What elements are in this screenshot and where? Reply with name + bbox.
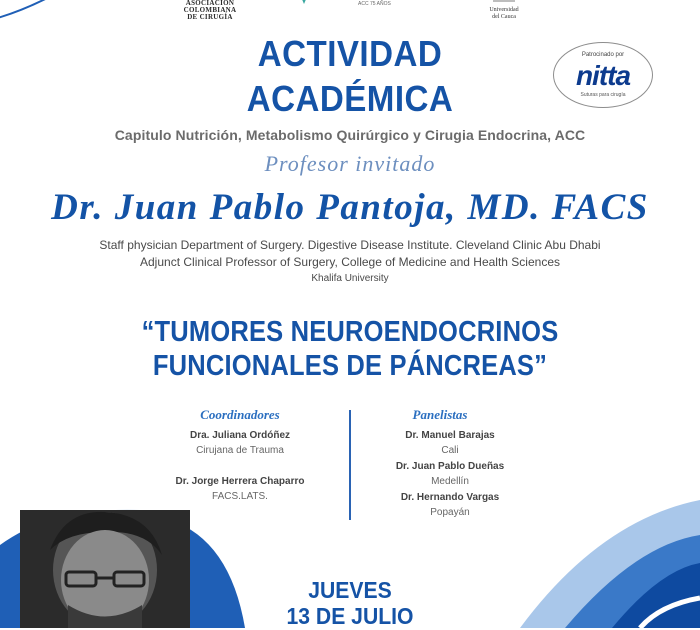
university-logo-line-1: Universidad (489, 7, 519, 13)
acc-logo-line-3: DE CIRUGÍA (187, 13, 233, 21)
speaker-photo (20, 510, 190, 628)
panelist-name: Dr. Manuel Barajas (405, 430, 495, 441)
title-line-1: ACTIVIDAD (257, 33, 443, 74)
event-day: JUEVES (308, 577, 392, 603)
panelist-name: Dr. Hernando Vargas (400, 492, 500, 503)
panelist-role: Cali (441, 445, 459, 456)
chapter-subtitle: Capitulo Nutrición, Metabolismo Quirúrgico y Cirugia Endocrina, ACC (114, 127, 586, 143)
doctor-name: Dr. Juan Pablo Pantoja, MD. FACS (51, 187, 649, 228)
acc-logo (160, 0, 260, 21)
university-logo-line-2: del Cauca (492, 14, 516, 20)
panelists-heading: Panelistas (412, 407, 468, 422)
coordinator-role: FACS.LATS. (212, 491, 268, 502)
coordinator-name: Dr. Jorge Herrera Chaparro (175, 476, 305, 487)
staff-line-1: Staff physician Department of Surgery. Digestive Disease Institute. Cleveland Clinic Abu Dhabi (99, 238, 601, 252)
acc-logo-line-2: COLOMBIANA (183, 6, 237, 14)
panelist-name: Dr. Juan Pablo Dueñas (395, 461, 505, 472)
coordinator-role: Cirujana de Trauma (196, 445, 284, 456)
title-line-2: ACADÉMICA (246, 78, 454, 119)
anniversary-subtext: ACC 75 AÑOS (358, 1, 391, 7)
sponsor-name: nitta (575, 60, 631, 91)
coordinator-name: Dra. Juliana Ordóñez (189, 430, 291, 441)
sponsor-top-text: Patrocinado por (581, 52, 625, 58)
invited-professor-label: Profesor invitado (264, 151, 436, 176)
staff-line-3: Khalifa University (311, 273, 389, 284)
panelist-role: Medellín (431, 476, 469, 487)
topic-line-1: “TUMORES NEUROENDOCRINOS (141, 316, 559, 348)
sponsor-tagline: Suturas para cirugía (580, 92, 626, 98)
coordinators-heading: Coordinadores (200, 407, 280, 422)
event-date: 13 DE JULIO (286, 603, 414, 629)
panelist-role: Popayán (430, 507, 470, 518)
staff-line-2: Adjunct Clinical Professor of Surgery, College of Medicine and Health Sciences (140, 255, 560, 269)
university-crest-icon (491, 0, 517, 4)
acc-logo-line-1: ASOCIACION (185, 0, 235, 7)
top-left-blue-curve (0, 0, 90, 30)
topic-line-2: FUNCIONALES DE PÁNCREAS” (152, 350, 548, 382)
university-logo (474, 0, 534, 21)
